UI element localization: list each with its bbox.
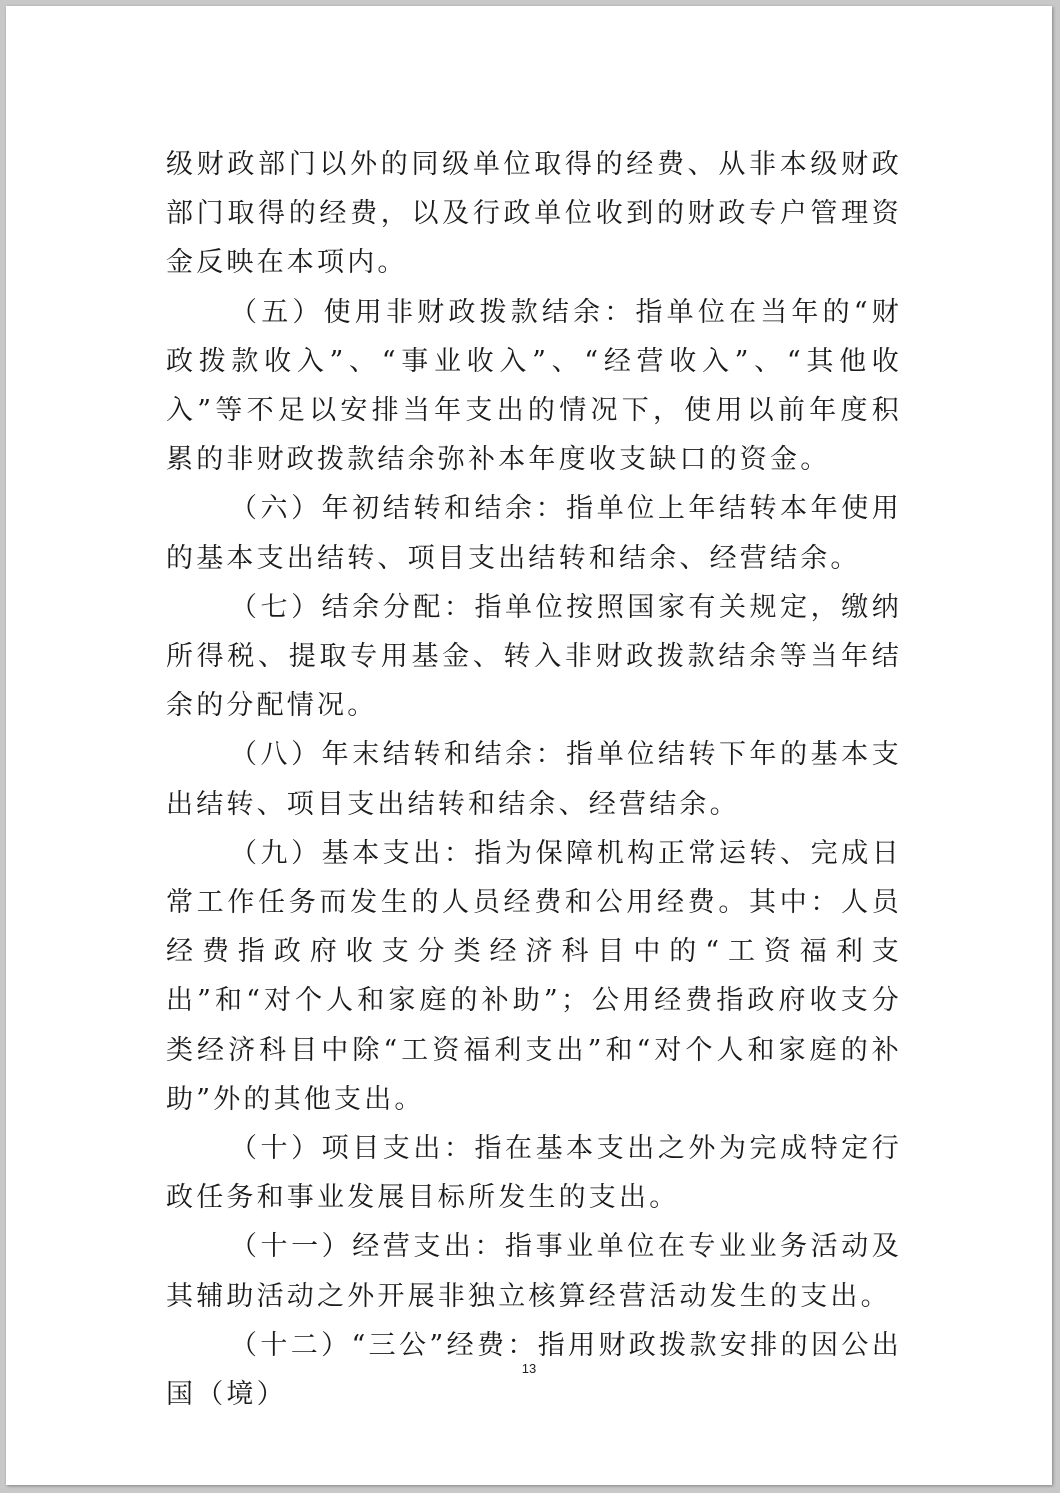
paragraph-item-12: （十二）“三公”经费：指用财政拨款安排的因公出国（境）	[166, 1329, 902, 1411]
paragraph-item-7: （七）结余分配：指单位按照国家有关规定，缴纳所得税、提取专用基金、转入非财政拨款结余等当年结余的分配情况。	[166, 591, 902, 722]
paragraph-item-8: （八）年末结转和结余：指单位结转下年的基本支出结转、项目支出结转和结余、经营结余。	[166, 739, 902, 820]
paragraph-continued: 级财政部门以外的同级单位取得的经费、从非本级财政部门取得的经费，以及行政单位收到的财政专户管理资金反映在本项内。	[166, 149, 902, 279]
document-body	[166, 140, 902, 1419]
paragraph-item-5: （五）使用非财政拨款结余：指单位在当年的“财政拨款收入”、“事业收入”、“经营收入”、“其他收入”等不足以安排当年支出的情况下，使用以前年度积累的非财政拨款结余弥补本年度收支缺口的资金。	[166, 296, 902, 476]
paragraph-item-9: （九）基本支出：指为保障机构正常运转、完成日常工作任务而发生的人员经费和公用经费。其中：人员经费指政府收支分类经济科目中的“工资福利支出”和“对个人和家庭的补助”；公用经费指政府收支分类经济科目中除“工资福利支出”和“对个人和家庭的补助”外的其他支出。	[166, 837, 902, 1115]
paragraph-item-6: （六）年初结转和结余：指单位上年结转本年使用的基本支出结转、项目支出结转和结余、经营结余。	[166, 493, 902, 574]
paragraph-item-10: （十）项目支出：指在基本支出之外为完成特定行政任务和事业发展目标所发生的支出。	[166, 1133, 902, 1214]
page-number: 13	[521, 1361, 537, 1376]
document-page	[6, 6, 1052, 1485]
paragraph-item-11: （十一）经营支出：指事业单位在专业业务活动及其辅助活动之外开展非独立核算经营活动发生的支出。	[166, 1231, 902, 1312]
